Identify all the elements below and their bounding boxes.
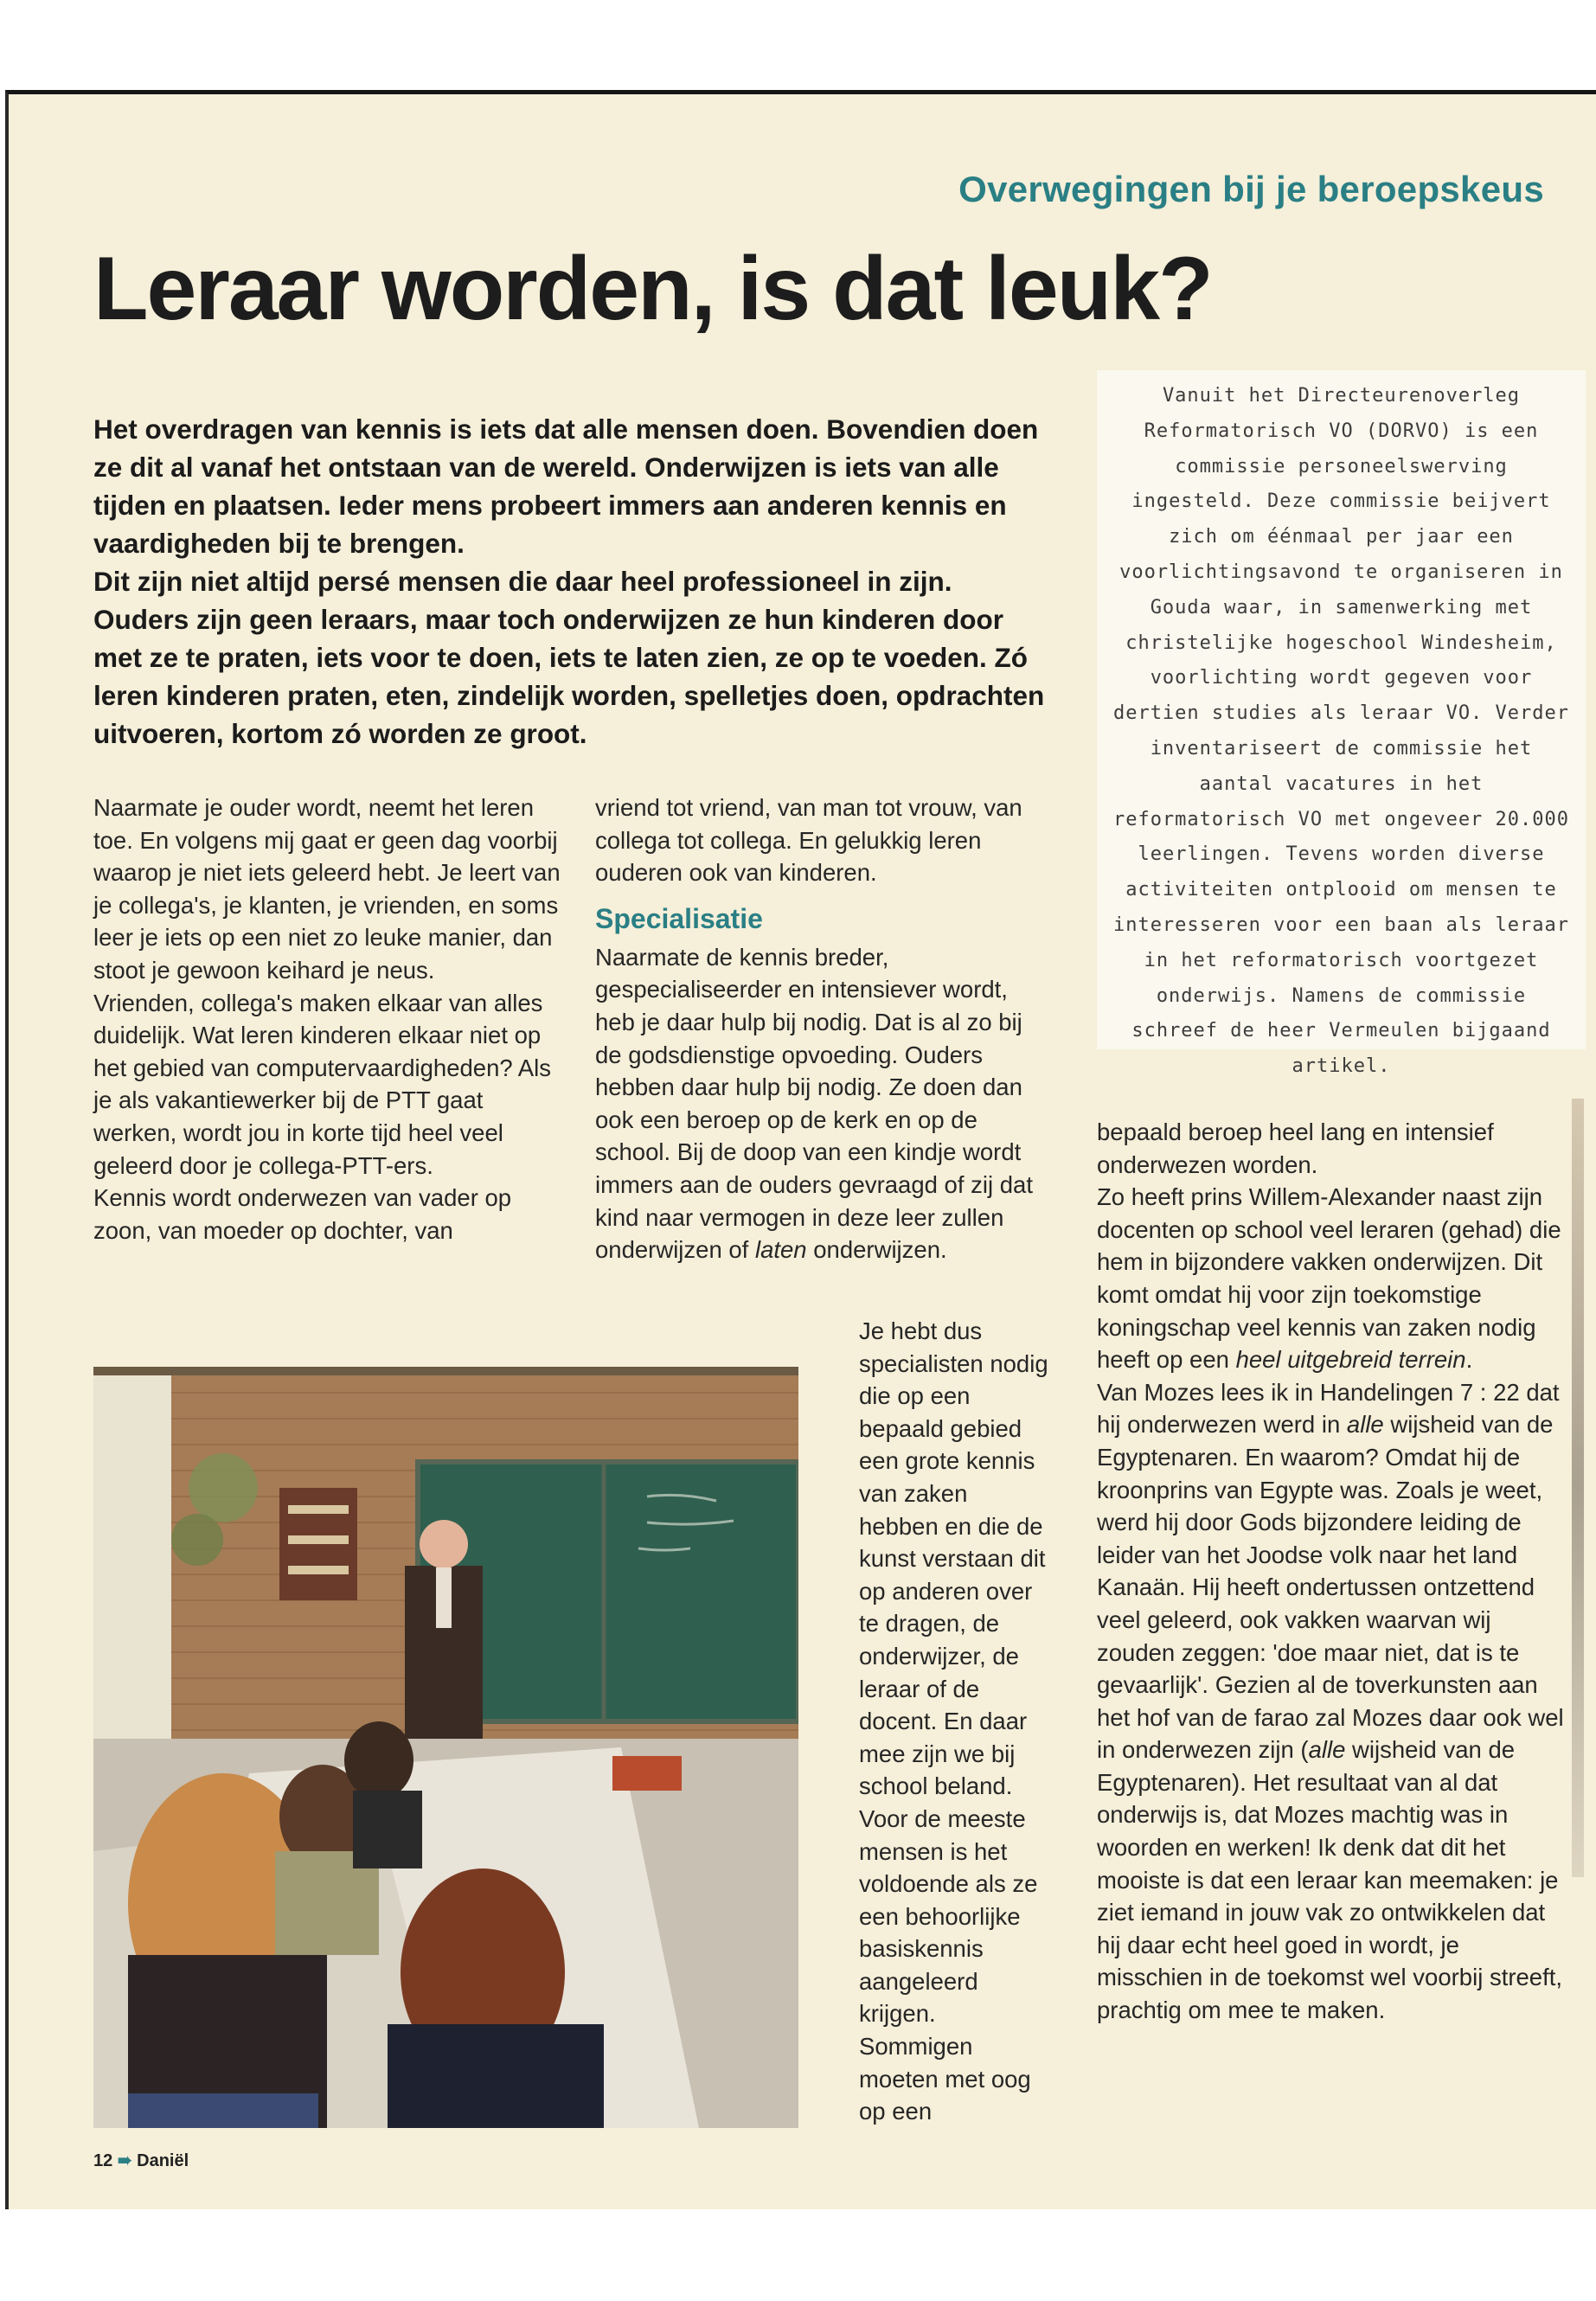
body-paragraph: Naarmate je ouder wordt, neemt het leren toe. En volgens mij gaat er geen dag voorbij waarop je niet iets geleerd hebt. Je leert van je collega's, je klanten, je vrienden, en soms leer je iets op een niet zo leuke manier, dan stoot je gewoon keihard je neus. (93, 794, 561, 984)
article-intro (93, 410, 1045, 753)
body-paragraph: Kennis wordt onderwezen van vader op zoon, van moeder op dochter, van (93, 1184, 512, 1244)
section-kicker: Overwegingen bij je beroepskeus (958, 169, 1544, 209)
classroom-photo (93, 1367, 798, 2128)
info-sidebox (1097, 370, 1586, 1078)
page-footer (93, 2150, 189, 2171)
body-paragraph: bepaald beroep heel lang en intensief onderwezen worden. (1097, 1118, 1494, 1178)
page-number: 12 (93, 2151, 113, 2170)
sidebox-text: Vanuit het Directeurenoverleg Reformatorisch VO (DORVO) is een commissie personeelswerving ingesteld. Deze commissie beijvert zich om éénmaal per jaar een voorlichtingsavond te organiseren in Gouda waar, in samenwerking met christelijke hogeschool Windesheim, voorlichting wordt gegeven voor dertien studies als leraar VO. Verder inventariseert de commissie het aantal vacatures in het reformatorisch VO met ongeveer 20.000 leerlingen. Tevens worden diverse activiteiten ontplooid om mensen te interesseren voor een baan als leraar in het reformatorisch voortgezet onderwijs. Namens de commissie schreef de heer Vermeulen bijgaand artikel. (1112, 385, 1570, 1078)
subheading-specialisatie: Specialisatie (595, 902, 763, 934)
intro-paragraph: Dit zijn niet altijd persé mensen die daar heel professioneel in zijn. Ouders zijn geen leraars, maar toch onderwijzen ze hun kinderen door met ze te praten, iets voor te doen, iets te laten zien, ze op te voeden. Zó leren kinderen praten, eten, zindelijk worden, spelletjes doen, opdrachten uitvoeren, kortom zó worden ze groot. (93, 566, 1045, 749)
body-paragraph: Van Mozes lees ik in Handelingen 7 : 22 dat hij onderwezen werd in alle wijsheid van de Egyptenaren. En waarom? Omdat hij de kroonprins van Egypte was. Zoals je weet, werd hij door Gods bijzondere leiding de leider van het Joodse volk naar het land Kanaän. Hij heeft ondertussen ontzettend veel geleerd, ook vakken waarvan wij zouden zeggen: 'doe maar niet, dat is te gevaarlijk'. Gezien al de toverkunsten aan het hof van de farao zal Mozes daar ook wel in onderwezen zijn (alle wijsheid van de Egyptenaren). Het resultaat van al dat onderwijs is, dat Mozes machtig was in woorden en werken! Ik denk dat dit het mooiste is dat een leraar kan meemaken: je ziet iemand in jouw vak zo ontwikkelen dat hij daar echt heel goed in wordt, je misschien in de toekomst wel voorbij streeft, prachtig om mee te maken. (1097, 1378, 1564, 2024)
column-3 (1097, 1116, 1564, 2027)
arrow-icon: ➠ (117, 2151, 132, 2170)
column-1 (93, 792, 565, 1247)
body-paragraph: vriend tot vriend, van man tot vrouw, van collega tot collega. En gelukkig leren ouderen ook van kinderen. (595, 794, 1022, 887)
body-paragraph: Vrienden, collega's maken elkaar van alles duidelijk. Wat leren kinderen elkaar niet op het gebied van computervaardigheden? Als je als vakantiewerker bij de PTT gaat werken, wordt jou in korte tijd heel veel geleerd door je collega-PTT-ers. (93, 989, 551, 1179)
body-paragraph: Naarmate de kennis breder, gespecialiseerder en intensiever wordt, heb je daar hulp bij nodig. Dat is al zo bij de godsdienstige opvoeding. Ouders hebben daar hulp bij nodig. Ze doen dan ook een beroep op de kerk en op de school. Bij de doop van een kindje wordt immers aan de ouders gevraagd of zij dat kind naar vermogen in deze leer zullen onderwijzen of laten onderwijzen. (595, 943, 1033, 1264)
body-paragraph: Je hebt dus specialisten nodig die op een bepaald gebied een grote kennis van zaken hebben en die de kunst verstaan dit op anderen over te dragen, de onderwijzer, de leraar of de docent. En daar mee zijn we bij school beland. Voor de meeste mensen is het voldoende als ze een behoorlijke basiskennis aangeleerd krijgen. Sommigen moeten met oog op een (859, 1317, 1048, 2125)
magazine-name: Daniël (137, 2151, 189, 2170)
body-paragraph: Zo heeft prins Willem-Alexander naast zijn docenten op school veel leraren (gehad) die hem in bijzondere vakken onderwijzen. Dit komt omdat hij voor zijn toekomstige koningschap veel kennis van zaken nodig heeft op een heel uitgebreid terrein. (1097, 1183, 1561, 1374)
intro-paragraph: Het overdragen van kennis is iets dat alle mensen doen. Bovendien doen ze dit al vanaf het ontstaan van de wereld. Onderwijzen is iets van alle tijden en plaatsen. Ieder mens probeert immers aan anderen kennis en vaardigheden bij te brengen. (93, 413, 1039, 559)
page-edge-strip (1572, 1099, 1584, 1877)
column-2-narrow (859, 1315, 1049, 2128)
column-2 (595, 792, 1045, 1266)
article-title: Leraar worden, is dat leuk? (93, 239, 1212, 339)
